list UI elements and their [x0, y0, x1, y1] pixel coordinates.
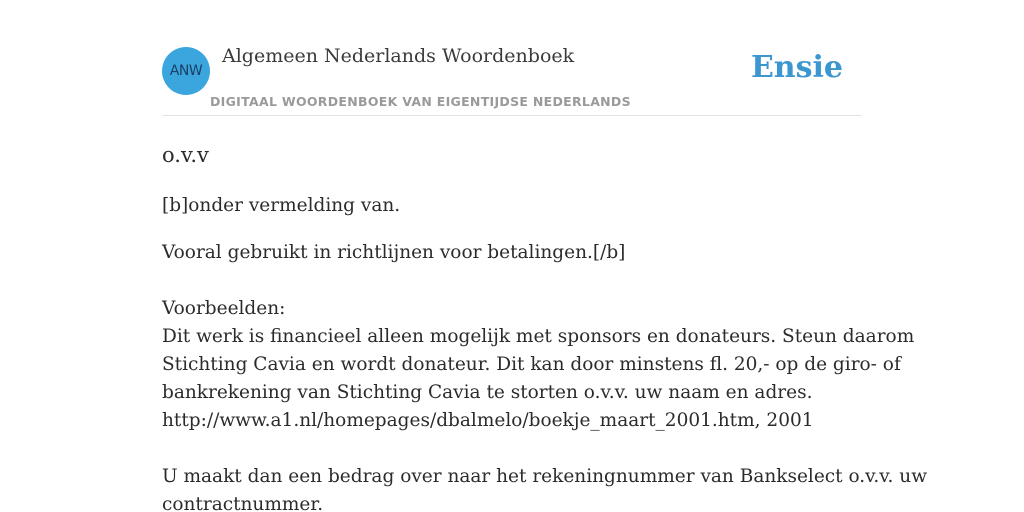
site-subtitle: DIGITAAL WOORDENBOEK VAN EIGENTIJDSE NEDERLANDS — [210, 94, 631, 109]
entry-term: o.v.v — [162, 143, 209, 167]
entry-definition: [b]onder vermelding van. — [162, 195, 401, 216]
ensie-brand-link[interactable]: Ensie — [750, 50, 843, 85]
body-line: U maakt dan een bedrag over naar het rekeningnummer van Bankselect o.v.v. uw — [162, 466, 928, 487]
anw-logo[interactable] — [162, 47, 210, 95]
entry-body — [162, 239, 928, 512]
entry-content — [162, 138, 928, 512]
examples-heading: Voorbeelden: — [162, 298, 286, 319]
body-line: Dit werk is financieel alleen mogelijk met sponsors en donateurs. Steun daarom — [162, 326, 915, 347]
body-spacer — [162, 267, 882, 295]
example-source: http://www.a1.nl/homepages/dbalmelo/boekje_maart_2001.htm, 2001 — [162, 410, 814, 431]
body-line: Stichting Cavia en wordt donateur. Dit kan door minstens fl. 20,- op de giro- of — [162, 354, 901, 375]
body-line: bankrekening van Stichting Cavia te storten o.v.v. uw naam en adres. — [162, 382, 813, 403]
body-line: Vooral gebruikt in richtlijnen voor betalingen.[/b] — [162, 242, 626, 263]
logo-text: ANW — [169, 63, 203, 79]
site-title[interactable]: Algemeen Nederlands Woordenboek — [222, 45, 575, 67]
body-line: contractnummer. — [162, 494, 324, 512]
site-header — [162, 0, 862, 116]
body-spacer — [162, 435, 882, 463]
